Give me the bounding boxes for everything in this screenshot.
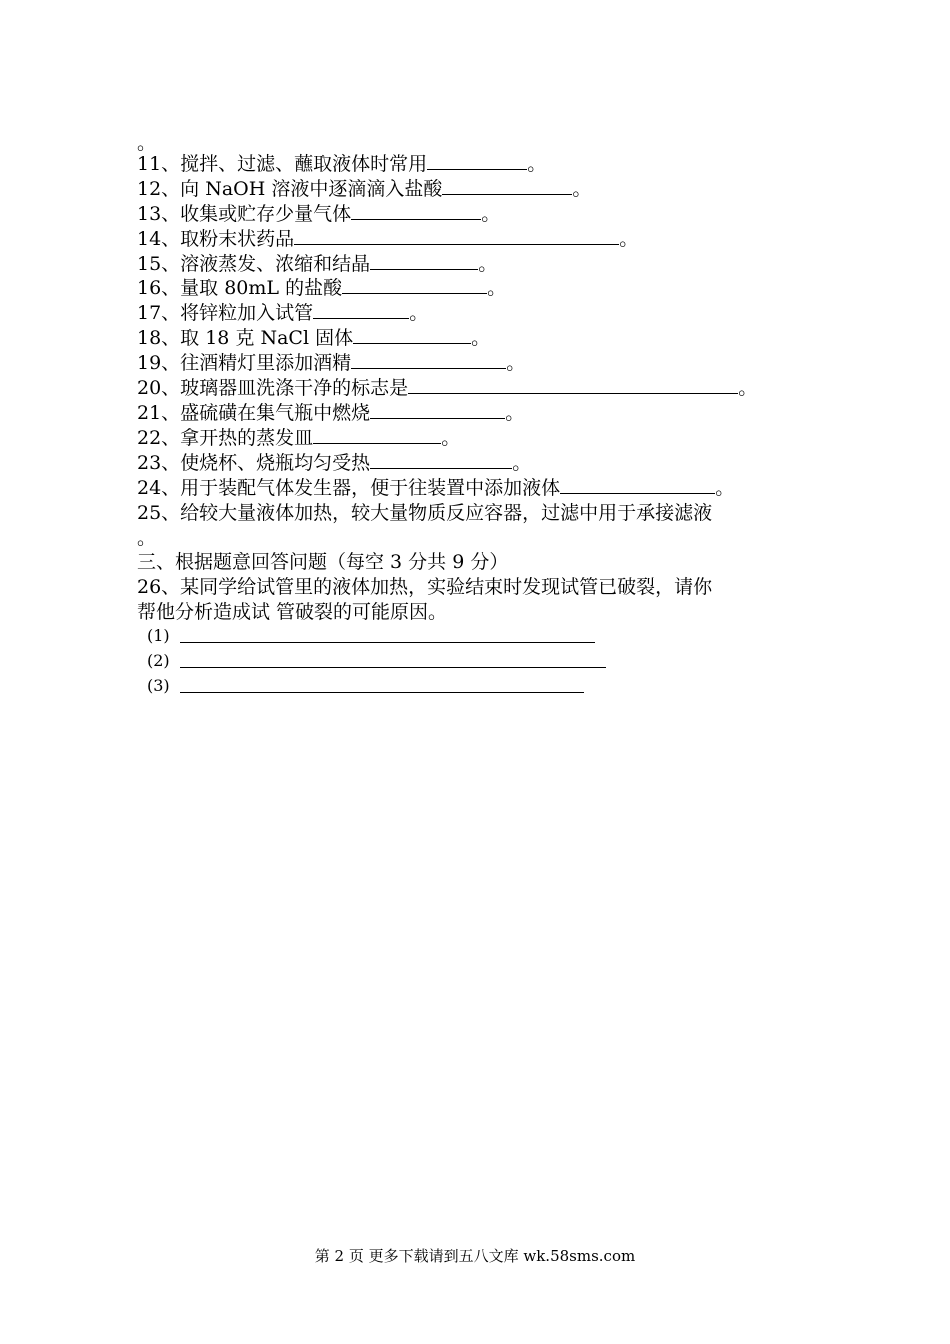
answer-number: (1) — [147, 626, 170, 645]
question-25-end: 。 — [137, 527, 157, 549]
question-26-line-2: 帮他分析造成试 管破裂的可能原因。 — [137, 601, 448, 623]
answer-line-1 — [147, 625, 170, 647]
question-text: 12、向 NaOH 溶液中逐滴滴入盐酸 — [137, 178, 443, 200]
answer-blank[interactable] — [313, 426, 441, 444]
answer-blank[interactable] — [370, 451, 512, 469]
answer-line-3 — [147, 675, 170, 697]
question-text: 13、收集或贮存少量气体 — [137, 203, 352, 225]
question-text: 16、量取 80mL 的盐酸 — [137, 277, 343, 299]
question-17: 17、将锌粒加入试管 。 — [137, 302, 429, 324]
question-text: 15、溶液蒸发、浓缩和结晶 — [137, 253, 371, 275]
question-14: 14、取粉末状药品 。 — [137, 228, 639, 250]
answer-blank[interactable] — [351, 351, 506, 369]
question-text: 24、用于装配气体发生器，便于往装置中添加液体 — [137, 477, 561, 499]
question-21: 21、盛硫磺在集气瓶中燃烧 。 — [137, 402, 525, 424]
answer-blank[interactable] — [427, 152, 527, 170]
question-11: 11、搅拌、过滤、蘸取液体时常用 。 — [137, 153, 547, 175]
question-text: 23、使烧杯、烧瓶均匀受热 — [137, 452, 371, 474]
leading-period: 。 — [137, 132, 157, 154]
answer-line-2 — [147, 650, 170, 672]
answer-blank[interactable] — [370, 401, 505, 419]
question-25 — [137, 501, 712, 525]
question-text: 18、取 18 克 NaCl 固体 — [137, 327, 354, 349]
question-text: 14、取粉末状药品 — [137, 228, 295, 250]
answer-blank[interactable] — [408, 376, 738, 394]
question-18: 18、取 18 克 NaCl 固体 。 — [137, 327, 491, 349]
question-16: 16、量取 80mL 的盐酸 。 — [137, 277, 507, 299]
answer-blank[interactable] — [560, 476, 715, 494]
answer-blank[interactable] — [180, 675, 584, 693]
question-text: 25、给较大量液体加热，较大量物质反应容器，过滤中用于承接滤液 — [137, 502, 713, 524]
question-text: 20、玻璃器皿洗涤干净的标志是 — [137, 377, 409, 399]
answer-blank[interactable] — [353, 326, 471, 344]
page-footer: 第 2 页 更多下载请到五八文库 wk.58sms.com — [314, 1247, 636, 1265]
question-24: 24、用于装配气体发生器，便于往装置中添加液体 。 — [137, 477, 735, 499]
answer-blank[interactable] — [370, 252, 478, 270]
question-13: 13、收集或贮存少量气体 。 — [137, 203, 501, 225]
answer-blank[interactable] — [180, 625, 595, 643]
question-text: 21、盛硫磺在集气瓶中燃烧 — [137, 402, 371, 424]
section-heading-3: 三、根据题意回答问题（每空 3 分共 9 分） — [137, 551, 509, 573]
question-12: 12、向 NaOH 溶液中逐滴滴入盐酸 。 — [137, 178, 592, 200]
answer-blank[interactable] — [294, 227, 619, 245]
question-text: 19、往酒精灯里添加酒精 — [137, 352, 352, 374]
question-text: 11、搅拌、过滤、蘸取液体时常用 — [137, 153, 428, 175]
question-text: 22、拿开热的蒸发皿 — [137, 427, 314, 449]
question-26-line-1: 26、某同学给试管里的液体加热，实验结束时发现试管已破裂，请你 — [137, 576, 713, 598]
answer-number: (3) — [147, 676, 170, 695]
answer-number: (2) — [147, 651, 170, 670]
answer-blank[interactable] — [442, 177, 572, 195]
answer-blank[interactable] — [342, 276, 487, 294]
question-23: 23、使烧杯、烧瓶均匀受热 。 — [137, 452, 532, 474]
question-19: 19、往酒精灯里添加酒精 。 — [137, 352, 526, 374]
question-22: 22、拿开热的蒸发皿 。 — [137, 427, 461, 449]
answer-blank[interactable] — [180, 650, 606, 668]
answer-blank[interactable] — [313, 301, 409, 319]
question-20: 20、玻璃器皿洗涤干净的标志是 。 — [137, 377, 758, 399]
question-text: 17、将锌粒加入试管 — [137, 302, 314, 324]
question-15: 15、溶液蒸发、浓缩和结晶 。 — [137, 253, 498, 275]
answer-blank[interactable] — [351, 202, 481, 220]
